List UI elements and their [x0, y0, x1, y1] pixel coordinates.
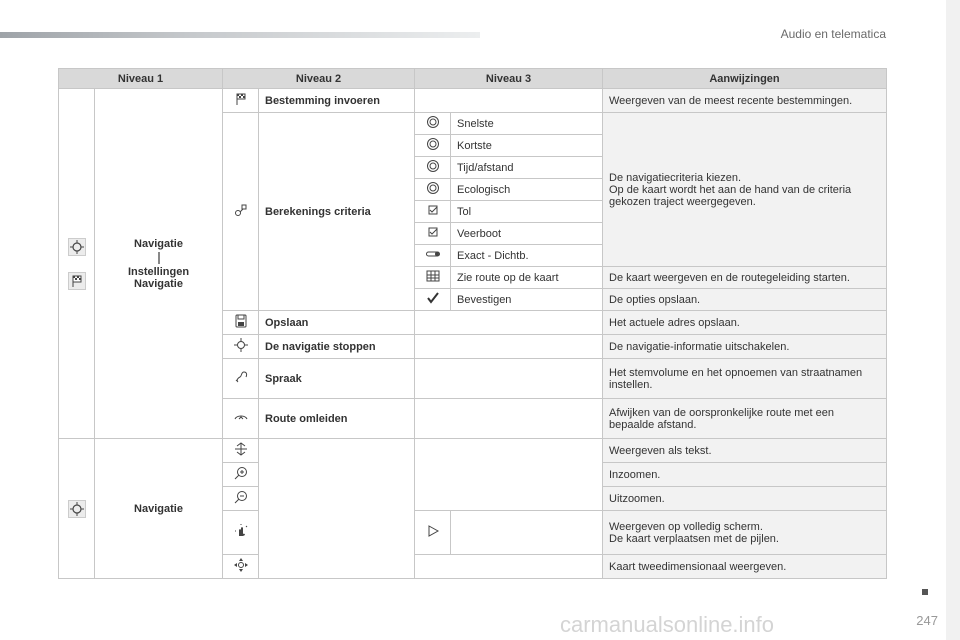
- route-criteria-icon: [234, 203, 248, 217]
- route-map-icon-cell: [415, 267, 451, 289]
- stoppen-info: De navigatie-informatie uitschakelen.: [603, 335, 887, 359]
- omleiden-info: Afwijken van de oorspronkelijke route met een bepaalde afstand.: [603, 399, 887, 439]
- section-title: Audio en telematica: [780, 27, 886, 41]
- col-header-niveau1: Niveau 1: [59, 69, 223, 89]
- g2-icon-cell: [223, 487, 259, 511]
- checkmark-icon: [426, 291, 440, 305]
- watermark: carmanualsonline.info: [560, 612, 775, 637]
- route-label: Zie route op de kaart: [451, 267, 603, 289]
- option-icon-cell: [415, 223, 451, 245]
- map-grid-icon: [426, 269, 440, 283]
- empty-cell: [451, 511, 603, 555]
- g2-icon-cell: [223, 463, 259, 487]
- checkbox-icon: [426, 225, 440, 239]
- g2-icon-cell: [223, 439, 259, 463]
- bestemming-label: Bestemming invoeren: [259, 89, 415, 113]
- spraak-icon-cell: [223, 359, 259, 399]
- flag-icon: [234, 92, 248, 106]
- navigation-target-icon: [234, 338, 248, 352]
- bestemming-icon-cell: [223, 89, 259, 113]
- col-header-niveau2: Niveau 2: [223, 69, 415, 89]
- navigation-target-icon: [68, 238, 86, 256]
- omleiden-label: Route omleiden: [259, 399, 415, 439]
- crosshair-icon: [234, 442, 248, 456]
- checkered-flag-icon: [68, 272, 86, 290]
- opslaan-info: Het actuele adres opslaan.: [603, 311, 887, 335]
- omleiden-icon-cell: [223, 399, 259, 439]
- voice-icon: [234, 370, 248, 384]
- zoom-out-icon: [234, 490, 248, 504]
- radio-icon: [426, 115, 440, 129]
- g2-info-1: Weergeven als tekst.: [603, 439, 887, 463]
- option-icon-cell: [415, 245, 451, 267]
- g2-icon-cell: [223, 555, 259, 579]
- level1-title: Navigatie: [134, 237, 183, 250]
- page-edge: [946, 0, 960, 640]
- option-icon-cell: [415, 179, 451, 201]
- opslaan-label: Opslaan: [259, 311, 415, 335]
- option-tol: Tol: [451, 201, 603, 223]
- option-veerboot: Veerboot: [451, 223, 603, 245]
- g2-info-2: Inzoomen.: [603, 463, 887, 487]
- empty-cell: [415, 335, 603, 359]
- table-row: [59, 439, 887, 463]
- level1-navigatie-2: Navigatie: [95, 439, 223, 579]
- table-header-row: [59, 69, 887, 89]
- confirm-info: De opties opslaan.: [603, 289, 887, 311]
- slider-icon: [426, 247, 440, 261]
- route-info: De kaart weergeven en de routegeleiding starten.: [603, 267, 887, 289]
- level1-subtitle: Instellingen Navigatie: [127, 265, 190, 290]
- checkbox-icon: [426, 203, 440, 217]
- arrow-down-icon: [158, 252, 160, 264]
- table-row: [59, 89, 887, 113]
- berekening-icon-cell: [223, 113, 259, 311]
- berekening-label: Berekenings criteria: [259, 113, 415, 311]
- move-icon: [234, 558, 248, 572]
- header-gradient-bar: [0, 32, 480, 38]
- option-snelste: Snelste: [451, 113, 603, 135]
- radio-icon: [426, 159, 440, 173]
- spraak-label: Spraak: [259, 359, 415, 399]
- empty-cell: [415, 311, 603, 335]
- confirm-label: Bevestigen: [451, 289, 603, 311]
- g2-info-4: Weergeven op volledig scherm. De kaart verplaatsen met de pijlen.: [603, 511, 887, 555]
- option-icon-cell: [415, 113, 451, 135]
- option-tijd-afstand: Tijd/afstand: [451, 157, 603, 179]
- g2-info-5: Kaart tweedimensionaal weergeven.: [603, 555, 887, 579]
- end-bullet: [922, 589, 928, 595]
- save-icon: [234, 314, 248, 328]
- stoppen-icon-cell: [223, 335, 259, 359]
- page-number: 247: [916, 613, 938, 628]
- level1-navigatie: [95, 89, 223, 439]
- level1-icons: [59, 89, 95, 439]
- col-header-niveau3: Niveau 3: [415, 69, 603, 89]
- level1-icon-cell-2: [59, 439, 95, 579]
- g2-icon-cell: [223, 511, 259, 555]
- play-outline-icon: [426, 524, 440, 538]
- empty-cell: [415, 89, 603, 113]
- col-header-aanwijzingen: Aanwijzingen: [603, 69, 887, 89]
- option-kortste: Kortste: [451, 135, 603, 157]
- stoppen-label: De navigatie stoppen: [259, 335, 415, 359]
- empty-cell: [415, 359, 603, 399]
- empty-cell: [259, 439, 415, 579]
- g2-info-3: Uitzoomen.: [603, 487, 887, 511]
- play-icon-cell: [415, 511, 451, 555]
- navigation-target-icon: [68, 500, 86, 518]
- menu-table: [58, 68, 887, 579]
- radio-icon: [426, 137, 440, 151]
- zoom-in-icon: [234, 466, 248, 480]
- option-icon-cell: [415, 201, 451, 223]
- empty-cell: [415, 399, 603, 439]
- hand-icon: [234, 524, 248, 538]
- option-ecologisch: Ecologisch: [451, 179, 603, 201]
- detour-icon: [234, 410, 248, 424]
- spraak-info: Het stemvolume en het opnoemen van straatnamen instellen.: [603, 359, 887, 399]
- bestemming-info: Weergeven van de meest recente bestemmingen.: [603, 89, 887, 113]
- option-icon-cell: [415, 135, 451, 157]
- option-exact: Exact - Dichtb.: [451, 245, 603, 267]
- confirm-icon-cell: [415, 289, 451, 311]
- opslaan-icon-cell: [223, 311, 259, 335]
- option-icon-cell: [415, 157, 451, 179]
- berekening-info: De navigatiecriteria kiezen. Op de kaart wordt het aan de hand van de criteria gekozen traject weergegeven.: [603, 113, 887, 267]
- empty-cell: [415, 555, 603, 579]
- radio-icon: [426, 181, 440, 195]
- empty-cell: [415, 439, 603, 511]
